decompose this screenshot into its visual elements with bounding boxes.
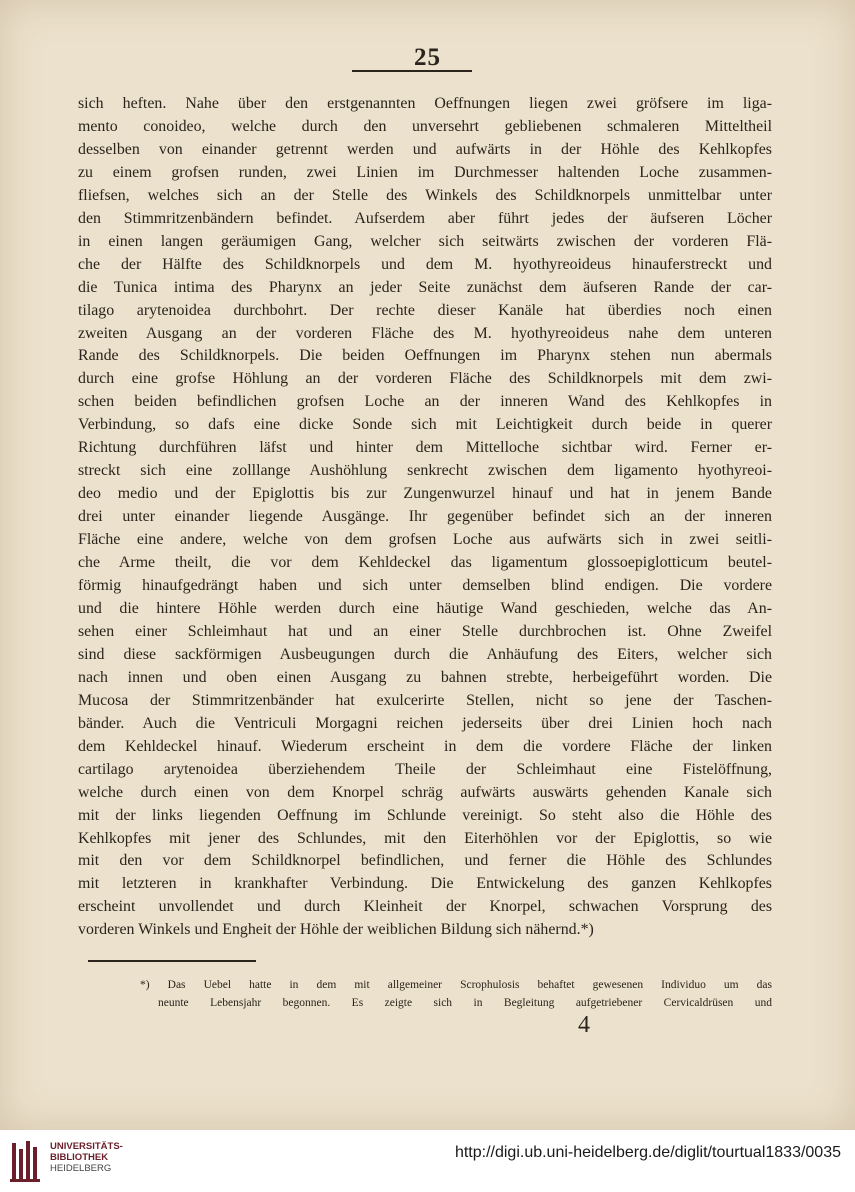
text-line: die Tunica intima des Pharynx an jeder Seite zunächst dem äufseren Rande der car-	[78, 278, 772, 296]
text-line: che Arme theilt, die vor dem Kehldeckel das ligamentum glossoepiglotticum beutel-	[78, 554, 772, 572]
text-line: Kehlkopfes mit jener des Schlundes, mit den Eiterhöhlen vor der Epiglottis, so wie	[78, 829, 772, 847]
library-name-line-1: UNIVERSITÄTS-	[50, 1141, 123, 1152]
text-line: Mucosa der Stimmritzenbänder hat exulcerirte Stellen, nicht so jene der Taschen-	[78, 691, 772, 709]
text-line: mit letzteren in krankhafter Verbindung. Die Entwickelung des ganzen Kehlkopfes	[78, 875, 772, 893]
text-line: erscheint unvollendet und durch Kleinheit der Knorpel, schwachen Vorsprung des	[78, 898, 772, 916]
text-line: Verbindung, so dafs eine dicke Sonde sich mit Leichtigkeit durch beide in querer	[78, 416, 772, 434]
text-line: dem Kehldeckel hinauf. Wiederum erscheint in dem die vordere Fläche der linken	[78, 737, 772, 755]
text-line: vorderen Winkels und Engheit der Höhle der weiblichen Bildung sich nähernd.*)	[78, 921, 594, 939]
text-line: in einen langen geräumigen Gang, welcher sich seitwärts zwischen der vorderen Flä-	[78, 232, 772, 250]
library-logo-icon	[10, 1139, 44, 1183]
text-line: cartilago arytenoidea überziehendem Theile der Schleimhaut eine Fistelöffnung,	[78, 760, 772, 778]
text-line: mento conoideo, welche durch den unversehrt gebliebenen schmaleren Mitteltheil	[78, 117, 772, 135]
text-line: fliefsen, welches sich an der Stelle des Winkels des Schildknorpels unmittelbar unter	[78, 186, 772, 204]
text-line: deo medio und der Epiglottis bis zur Zungenwurzel hinauf und hat in jenem Bande	[78, 485, 772, 503]
footnote-line: neunte Lebensjahr begonnen. Es zeigte sich in Begleitung aufgetriebener Cervicaldrüsen und	[158, 997, 772, 1009]
text-line: sehen einer Schleimhaut hat und an einer Stelle durchbrochen ist. Ohne Zweifel	[78, 622, 772, 640]
library-name-line-3: HEIDELBERG	[50, 1163, 112, 1174]
text-line: bänder. Auch die Ventriculi Morgagni reichen jederseits über drei Linien hoch nach	[78, 714, 772, 732]
text-line: Fläche eine andere, welche von dem grofsen Loche aus aufwärts sich in zwei seitli-	[78, 531, 772, 549]
text-line: drei unter einander liegende Ausgänge. Ihr gegenüber befindet sich an der inneren	[78, 508, 772, 526]
text-line: sind diese sackförmigen Ausbeugungen durch die Anhäufung des Eiters, welcher sich	[78, 645, 772, 663]
text-line: und die hintere Höhle werden durch eine häutige Wand geschieden, welche das An-	[78, 599, 772, 617]
text-line: durch eine grofse Höhlung an der vorderen Fläche des Schildknorpels mit dem zwi-	[78, 370, 772, 388]
text-line: Richtung durchführen läfst und hinter dem Mittelloche sichtbar wird. Ferner er-	[78, 439, 772, 457]
text-line: tilago arytenoidea durchbohrt. Der rechte dieser Kanäle hat überdies noch einen	[78, 301, 772, 319]
footnote	[78, 976, 772, 1012]
text-line: sich heften. Nahe über den erstgenannten Oeffnungen liegen zwei gröfsere im liga-	[78, 95, 772, 112]
text-line: mit den vor dem Schildknorpel befindlichen, und ferner die Höhle des Schlundes	[78, 852, 772, 870]
text-line: nach innen und oben einen Ausgang zu bahnen strebte, herbeigeführt worden. Die	[78, 668, 772, 686]
signature-mark: 4	[578, 1012, 590, 1038]
text-line: mit der links liegenden Oeffnung im Schlunde vereinigt. So steht also die Höhle des	[78, 806, 772, 824]
text-line: Rande des Schildknorpels. Die beiden Oeffnungen im Pharynx stehen nun abermals	[78, 347, 772, 365]
source-url[interactable]: http://digi.ub.uni-heidelberg.de/diglit/tourtual1833/0035	[454, 1144, 841, 1161]
library-name	[50, 1141, 123, 1174]
text-line: den Stimmritzenbändern befindet. Aufserdem aber führt jedes der äufseren Löcher	[78, 209, 772, 227]
page-number: 25	[414, 44, 441, 71]
text-line: schen beiden befindlichen grofsen Loche an der inneren Wand des Kehlkopfes in	[78, 393, 772, 411]
text-line: welche durch einen von dem Knorpel schräg aufwärts auswärts gehenden Kanale sich	[78, 783, 772, 801]
footnote-rule	[88, 960, 256, 962]
text-line: förmig hinaufgedrängt haben und sich unter demselben blind endigen. Die vordere	[78, 577, 772, 595]
text-line: desselben von einander getrennt werden und aufwärts in der Höhle des Kehlkopfes	[78, 140, 772, 158]
text-line: zu einem grofsen runden, zwei Linien im Durchmesser haltenden Loche zusammen-	[78, 163, 772, 181]
text-line: zweiten Ausgang an der vorderen Fläche des M. hyothyreoideus nahe dem unteren	[78, 324, 772, 342]
library-name-line-2: BIBLIOTHEK	[50, 1152, 109, 1163]
footnote-line: *) Das Uebel hatte in dem mit allgemeiner Scrophulosis behaftet gewesenen Individuo um das	[140, 979, 772, 991]
text-line: streckt sich eine zolllange Aushöhlung senkrecht zwischen dem ligamento hyothyreoi-	[78, 462, 772, 480]
header-rule	[352, 70, 472, 72]
text-line: che der Hälfte des Schildknorpels und dem M. hyothyreoideus hinauferstreckt und	[78, 255, 772, 273]
body-text	[78, 93, 772, 942]
